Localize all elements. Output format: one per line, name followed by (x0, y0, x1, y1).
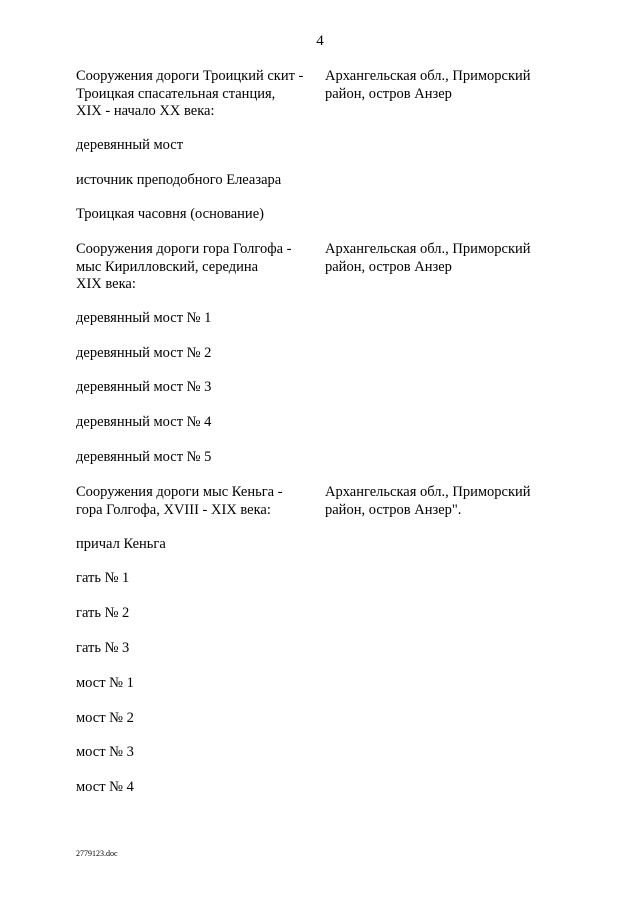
group-heading-line: Троицкая спасательная станция, (76, 85, 276, 102)
group-heading-line: Сооружения дороги мыс Кеньга - (76, 484, 283, 500)
group-heading-line: Сооружения дороги гора Голгофа - (76, 241, 292, 257)
location-line: Архангельская обл., Приморский (325, 68, 531, 84)
location-line: район, остров Анзер". (325, 501, 462, 518)
list-item: мост № 3 (76, 744, 134, 760)
list-item: деревянный мост № 2 (76, 345, 212, 361)
group-heading-line: XIX - начало XX века: (76, 103, 215, 119)
group-3-location (325, 484, 625, 519)
location-line: район, остров Анзер (325, 85, 452, 102)
list-item: деревянный мост № 1 (76, 310, 212, 326)
list-item: источник преподобного Елеазара (76, 172, 282, 188)
list-item: гать № 3 (76, 640, 130, 656)
page-number: 4 (316, 33, 324, 49)
location-line: район, остров Анзер (325, 258, 452, 275)
list-item: мост № 4 (76, 779, 134, 795)
group-heading-line: XIX века: (76, 276, 136, 292)
group-2-location (325, 241, 625, 276)
group-1-heading (76, 68, 321, 121)
list-item: деревянный мост № 4 (76, 414, 212, 430)
list-item: причал Кеньга (76, 536, 166, 552)
group-2-heading (76, 241, 321, 294)
list-item: Троицкая часовня (основание) (76, 206, 264, 222)
footer-doc-id: 2779123.doc (76, 849, 118, 858)
list-item: мост № 1 (76, 675, 134, 691)
list-item: деревянный мост № 3 (76, 379, 212, 395)
location-line: Архангельская обл., Приморский (325, 241, 531, 257)
list-item: мост № 2 (76, 710, 134, 726)
group-heading-line: гора Голгофа, XVIII - XIX века: (76, 501, 271, 518)
group-3-heading (76, 484, 321, 519)
group-heading-line: мыс Кирилловский, середина (76, 258, 259, 275)
list-item: гать № 1 (76, 570, 130, 586)
location-line: Архангельская обл., Приморский (325, 484, 531, 500)
list-item: деревянный мост (76, 137, 184, 153)
group-heading-line: Сооружения дороги Троицкий скит - (76, 68, 304, 84)
list-item: гать № 2 (76, 605, 130, 621)
list-item: деревянный мост № 5 (76, 449, 212, 465)
group-1-location (325, 68, 625, 103)
